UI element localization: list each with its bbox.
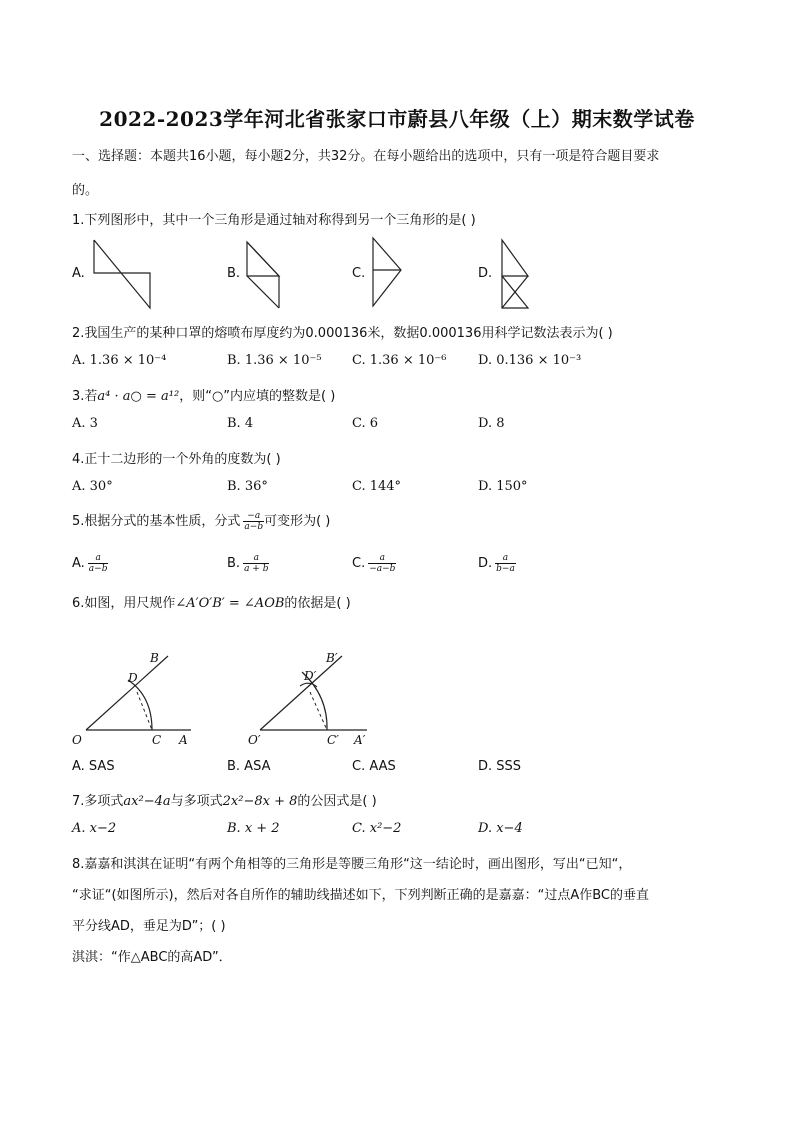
fig2-label-b: B′	[326, 651, 338, 665]
q6-stem-post: 的依据是( )	[284, 596, 351, 611]
fig2-label-d: D′	[304, 669, 317, 683]
q6-stem	[72, 592, 351, 611]
fig1-label-b: B	[150, 651, 159, 665]
q5-option-d-label: D.	[478, 556, 493, 571]
q6-option-b[interactable]: B. ASA	[227, 759, 271, 774]
q4-option-a[interactable]: A. 30°	[72, 479, 113, 494]
q7-option-b[interactable]: B. x + 2	[227, 821, 280, 836]
q1-option-c[interactable]: C.	[352, 266, 366, 281]
q5-option-a[interactable]	[72, 553, 108, 574]
q5-stem-post: 可变形为( )	[264, 514, 331, 529]
q7-math-1: ax²−4a	[123, 794, 171, 809]
q7-stem-mid: 与多项式	[170, 794, 223, 809]
q5-stem	[72, 510, 330, 532]
q5-option-d-fraction	[495, 553, 516, 574]
fig1-label-d: D	[128, 671, 138, 685]
q2-stem: 2.我国生产的某种口罩的熔喷布厚度约为0.000136米，数据0.000136用科学记数法表示为( )	[72, 326, 613, 341]
q1-option-a[interactable]: A.	[72, 266, 85, 281]
q1-option-d[interactable]: D.	[478, 266, 493, 281]
exam-title: 2022-2023学年河北省张家口市蔚县八年级（上）期末数学试卷	[99, 107, 695, 131]
q5-option-d-num: a	[495, 553, 516, 564]
q6-stem-math: ∠A′O′B′ = ∠AOB	[175, 596, 285, 611]
q5-option-b-fraction	[243, 553, 269, 574]
q6-figure-2	[240, 640, 390, 752]
q5-option-d-den: b−a	[496, 564, 515, 574]
q5-option-c-fraction	[368, 553, 396, 574]
q8-line-4: 淇淇：“作△ABC的高AD”．	[72, 950, 232, 965]
q1-figure-c	[369, 234, 409, 312]
q2-option-d[interactable]: D. 0.136 × 10⁻³	[478, 353, 582, 368]
q8-line-1: 8.嘉嘉和淇淇在证明“有两个角相等的三角形是等腰三角形“这一结论时，画出图形，写出“已知“，	[72, 857, 632, 872]
q5-option-a-den: a−b	[88, 564, 108, 574]
q3-option-d[interactable]: D. 8	[478, 416, 505, 431]
q5-stem-frac-den: a−b	[244, 522, 264, 532]
q5-option-a-num: a	[88, 553, 109, 564]
q2-option-a[interactable]: A. 1.36 × 10⁻⁴	[72, 353, 167, 368]
q7-math-2: 2x²−8x + 8	[222, 794, 298, 809]
q8-line-2: “求证“(如图所示)，然后对各自所作的辅助线描述如下，下列判断正确的是嘉嘉：“过点A作BC的垂直	[72, 888, 650, 903]
q3-stem-pre: 3.若	[72, 389, 98, 404]
q3-option-c[interactable]: C. 6	[352, 416, 379, 431]
q3-stem-post: ，则“○”内应填的整数是( )	[179, 389, 336, 404]
q6-stem-pre: 6.如图，用尺规作	[72, 596, 176, 611]
q7-stem-post: 的公因式是( )	[297, 794, 377, 809]
q6-option-d[interactable]: D. SSS	[478, 759, 522, 774]
q5-option-a-label: A.	[72, 556, 85, 571]
q6-option-a[interactable]: A. SAS	[72, 759, 115, 774]
q5-stem-frac-num: −a	[243, 511, 264, 522]
q4-option-d[interactable]: D. 150°	[478, 479, 528, 494]
q1-option-b[interactable]: B.	[227, 266, 241, 281]
q5-option-d[interactable]	[478, 553, 516, 574]
section-instruction-line2: 的。	[72, 183, 99, 198]
q1-figure-a	[90, 236, 154, 312]
q5-option-b-label: B.	[227, 556, 241, 571]
q5-option-b-den: a + b	[244, 564, 269, 574]
q6-figure-1	[66, 640, 206, 752]
q7-stem	[72, 790, 377, 809]
q5-stem-fraction	[243, 511, 264, 532]
q4-stem: 4.正十二边形的一个外角的度数为( )	[72, 452, 281, 467]
q4-option-b[interactable]: B. 36°	[227, 479, 268, 494]
q1-figure-d	[496, 236, 536, 312]
q6-option-c[interactable]: C. AAS	[352, 759, 396, 774]
fig1-label-a: A	[179, 733, 188, 747]
q5-option-c-label: C.	[352, 556, 366, 571]
q7-option-a[interactable]: A. x−2	[72, 821, 117, 836]
section-instruction-line1: 一、选择题：本题共16小题，每小题2分，共32分。在每小题给出的选项中，只有一项是符合题目要求	[72, 149, 660, 164]
q7-option-c[interactable]: C. x²−2	[352, 821, 402, 836]
q2-option-c[interactable]: C. 1.36 × 10⁻⁶	[352, 353, 447, 368]
q4-option-c[interactable]: C. 144°	[352, 479, 402, 494]
fig1-label-c: C	[152, 733, 162, 747]
q5-option-a-fraction	[88, 553, 109, 574]
q3-option-a[interactable]: A. 3	[72, 416, 98, 431]
q1-stem: 1.下列图形中，其中一个三角形是通过轴对称得到另一个三角形的是( )	[72, 213, 476, 228]
q8-line-3: 平分线AD，垂足为D”；( )	[72, 919, 226, 934]
q5-option-c-num: a	[368, 553, 396, 564]
q5-option-c-den: −a−b	[369, 564, 396, 574]
q3-option-b[interactable]: B. 4	[227, 416, 254, 431]
q7-option-d[interactable]: D. x−4	[478, 821, 523, 836]
q3-stem-math: a⁴ · a○ = a¹²	[97, 389, 180, 404]
q5-option-b[interactable]	[227, 553, 269, 574]
q3-stem	[72, 385, 335, 404]
q7-stem-pre: 7.多项式	[72, 794, 124, 809]
q2-option-b[interactable]: B. 1.36 × 10⁻⁵	[227, 353, 322, 368]
q5-option-c[interactable]	[352, 553, 396, 574]
fig2-label-c: C′	[327, 733, 339, 747]
q5-stem-pre: 5.根据分式的基本性质，分式	[72, 514, 241, 529]
q1-figure-b	[243, 238, 283, 312]
fig2-label-o: O′	[248, 733, 261, 747]
fig2-label-a: A′	[354, 733, 366, 747]
q5-option-b-num: a	[243, 553, 269, 564]
fig1-label-o: O	[72, 733, 82, 747]
